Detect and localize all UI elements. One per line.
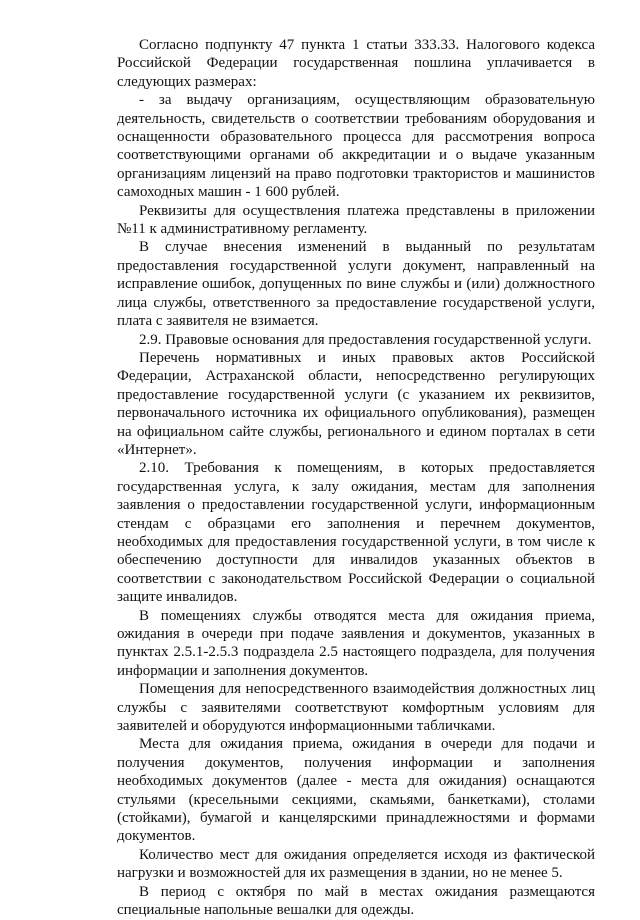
document-page — [117, 36, 595, 920]
paragraph-seat-count: Количество мест для ожидания определяется исходя из фактической нагрузки и возможностей для их размещения в здании, но не менее 5. — [117, 846, 595, 882]
paragraph-tax-fee-basis: Согласно подпункту 47 пункта 1 статьи 333.33. Налогового кодекса Российской Федерации государственная пошлина уплачивается в следующих размерах: — [117, 37, 595, 90]
paragraph-premises-comfort: Помещения для непосредственного взаимодействия должностных лиц службы с заявителями соответствуют комфортным условиям для заявителей и оборудуются информационными табличками. — [117, 681, 595, 735]
section-heading-2-9: 2.9. Правовые основания для предоставления государственной услуги. — [139, 331, 592, 348]
paragraph-waiting-places: В помещениях службы отводятся места для ожидания приема, ожидания в очереди при подаче заявления и документов, указанных в пунктах 2.5.1-2.5.3 подраздела 2.5 настоящего подраздела, для получения информации и заполнения документов. — [117, 607, 595, 679]
paragraph-fee-amount: - за выдачу организациям, осуществляющим образовательную деятельность, свидетельств о соответствии требованиям оборудования и оснащенности образовательного процесса для рассмотрения вопроса соответствующими органами об аккредитации и о выдаче указанным организациям лицензий на право подготовки трактористов и машинистов самоходных машин - 1 600 рублей. — [117, 92, 595, 201]
paragraph-coat-hangers: В период с октября по май в местах ожидания размещаются специальные напольные вешалки для одежды. — [117, 883, 595, 919]
paragraph-payment-details: Реквизиты для осуществления платежа представлены в приложении №11 к административному регламенту. — [117, 202, 595, 238]
paragraph-legal-acts: Перечень нормативных и иных правовых актов Российской Федерации, Астраханской области, непосредственно регулирующих предоставление государственной услуги (с указанием их реквизитов, первоначального источника их официального опубликования), размещен на официальном сайте службы, регионального и едином порталах в сети «Интернет». — [117, 349, 595, 458]
paragraph-no-fee-corrections: В случае внесения изменений в выданный по результатам предоставления государственной услуги документ, направленный на исправление ошибок, допущенных по вине службы и (или) должностного лица службы, ответственного за предоставление государственой услуги, плата с заявителя не взимается. — [117, 239, 595, 330]
section-heading-2-10: 2.10. Требования к помещениям, в которых предоставляется государственная услуга, к залу ожидания, местам для заполнения заявления о предоставлении государственной услуги, информационным стендам с образцами его заполнения и перечнем документов, необходимых для предоставления государственной услуги, в том числе к обеспечению доступности для инвалидов указанных объектов в соответствии с законодательством Российской Федерации о социальной защите инвалидов. — [117, 460, 595, 606]
paragraph-waiting-equipment: Места для ожидания приема, ожидания в очереди для подачи и получения документов, получения информации и заполнения необходимых документов (далее - места для ожидания) оснащаются стульями (кресельными секциями, скамьями, банкетками), столами (стойками), бумагой и канцелярскими принадлежностями и формами документов. — [117, 736, 595, 845]
